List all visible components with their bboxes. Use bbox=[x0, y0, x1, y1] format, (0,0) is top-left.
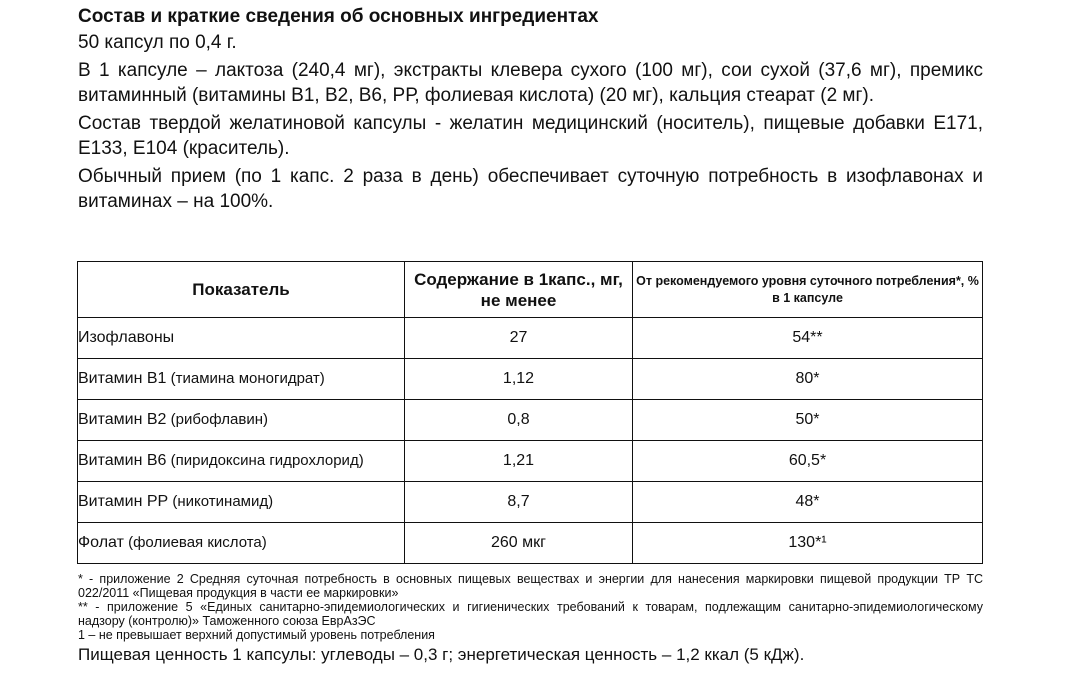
row-name: Витамин РР bbox=[78, 493, 169, 510]
table-row bbox=[78, 441, 983, 482]
page-title: Состав и краткие сведения об основных ингредиентах bbox=[78, 6, 599, 27]
header-content: Содержание в 1капс., мг, не менее bbox=[405, 262, 633, 318]
table-row bbox=[78, 318, 983, 359]
row-name-cell bbox=[78, 400, 405, 441]
table-row bbox=[78, 523, 983, 564]
header-indicator: Показатель bbox=[78, 262, 405, 318]
row-percent: 80* bbox=[633, 359, 983, 400]
row-name-detail: (пиридоксина гидрохлорид) bbox=[166, 452, 364, 469]
row-name-detail: (тиамина моногидрат) bbox=[166, 370, 325, 387]
row-content: 0,8 bbox=[405, 400, 633, 441]
row-name-detail: (рибофлавин) bbox=[166, 411, 269, 428]
row-name-cell bbox=[78, 318, 405, 359]
nutrition-value: Пищевая ценность 1 капсулы: углеводы – 0,3 г; энергетическая ценность – 1,2 ккал (5 кДж). bbox=[78, 645, 805, 664]
row-name: Витамин В1 bbox=[78, 370, 167, 387]
document-body bbox=[78, 4, 983, 214]
row-name-cell bbox=[78, 482, 405, 523]
capsule-composition-paragraph: Состав твердой желатиновой капсулы - желатин медицинский (носитель), пищевые добавки Е171, Е133, Е104 (краситель). bbox=[78, 113, 983, 159]
table-header-row bbox=[78, 262, 983, 318]
row-content: 1,21 bbox=[405, 441, 633, 482]
footnote-one: 1 – не превышает верхний допустимый уровень потребления bbox=[78, 628, 435, 642]
row-percent: 130*¹ bbox=[633, 523, 983, 564]
table-row bbox=[78, 359, 983, 400]
row-percent: 54** bbox=[633, 318, 983, 359]
row-name-cell bbox=[78, 359, 405, 400]
table-row bbox=[78, 400, 983, 441]
row-name-cell bbox=[78, 523, 405, 564]
row-name-cell bbox=[78, 441, 405, 482]
table-row bbox=[78, 482, 983, 523]
row-name: Витамин В6 bbox=[78, 452, 167, 469]
pack-info: 50 капсул по 0,4 г. bbox=[78, 32, 237, 53]
header-percent: От рекомендуемого уровня суточного потребления*, % в 1 капсуле bbox=[633, 262, 983, 318]
composition-paragraph: В 1 капсуле – лактоза (240,4 мг), экстракты клевера сухого (100 мг), сои сухой (37,6 мг), премикс витаминный (витамины В1, В2, В6, РР, фолиевая кислота) (20 мг), кальция стеарат (2 мг). bbox=[78, 60, 983, 106]
row-name-detail: (никотинамид) bbox=[168, 493, 274, 510]
row-content: 8,7 bbox=[405, 482, 633, 523]
row-content: 260 мкг bbox=[405, 523, 633, 564]
row-name: Фолат bbox=[78, 534, 124, 551]
ingredients-table bbox=[77, 261, 983, 564]
footnotes bbox=[78, 572, 983, 666]
row-percent: 50* bbox=[633, 400, 983, 441]
footnote-star: * - приложение 2 Средняя суточная потребность в основных пищевых веществах и энергии для нанесения маркировки пищевой продукции ТР ТС 022/2011 «Пищевая продукция в части ее маркировки» bbox=[78, 572, 983, 600]
row-content: 1,12 bbox=[405, 359, 633, 400]
row-percent: 60,5* bbox=[633, 441, 983, 482]
row-content: 27 bbox=[405, 318, 633, 359]
footnote-double-star: ** - приложение 5 «Единых санитарно-эпидемиологических и гигиенических требований к товарам, подлежащим санитарно-эпидемиологическому надзору (контролю)» Таможенного союза ЕврАзЭС bbox=[78, 600, 983, 628]
row-name-detail: (фолиевая кислота) bbox=[123, 534, 267, 551]
row-percent: 48* bbox=[633, 482, 983, 523]
row-name: Изофлавоны bbox=[78, 329, 175, 346]
dosage-paragraph: Обычный прием (по 1 капс. 2 раза в день) обеспечивает суточную потребность в изофлавонах и витаминах – на 100%. bbox=[78, 166, 983, 212]
row-name: Витамин В2 bbox=[78, 411, 167, 428]
